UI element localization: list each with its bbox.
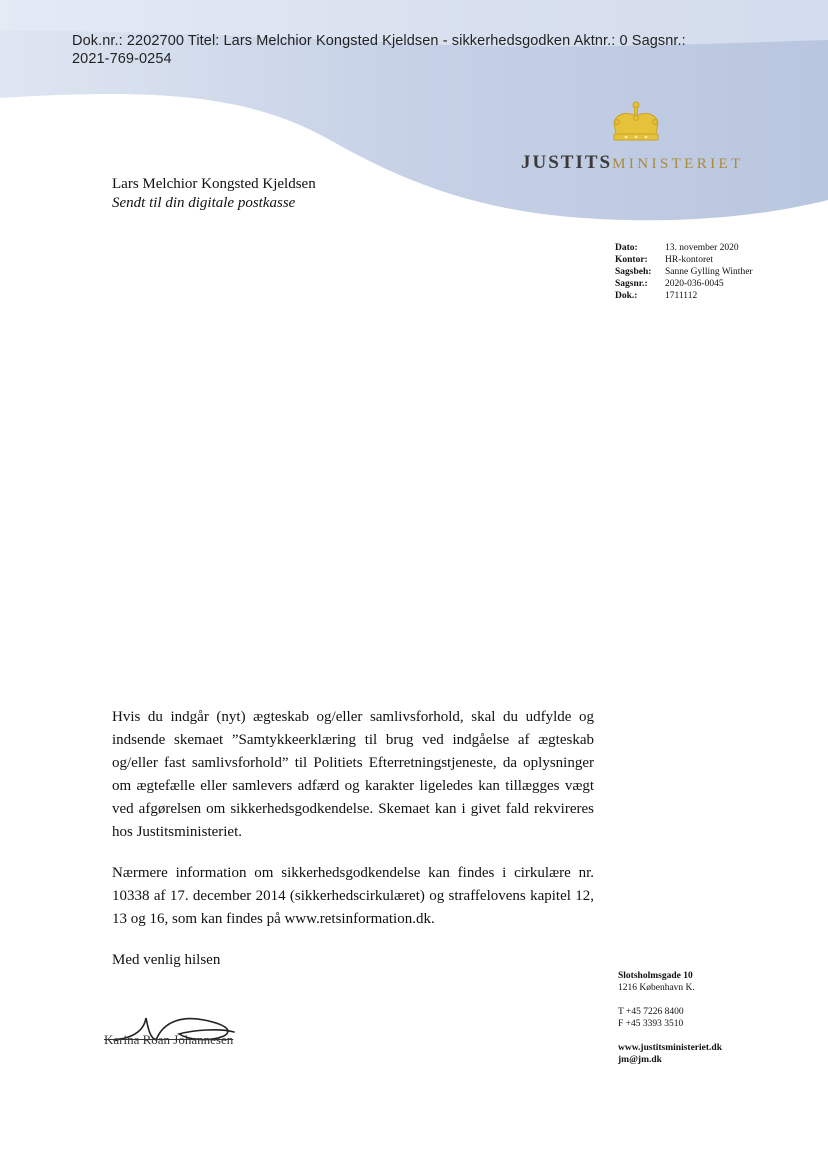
- signatory-name: Karina Roan Johannesen: [104, 1032, 234, 1047]
- meta-row: [615, 266, 753, 278]
- meta-key: Sagsnr.:: [615, 279, 648, 289]
- meta-row: [615, 242, 753, 254]
- address-fax: F +45 3393 3510: [618, 1019, 684, 1029]
- meta-key: Dok.:: [615, 291, 638, 301]
- sender-address: [618, 970, 722, 1066]
- crown-icon: [608, 100, 664, 148]
- meta-key: Dato:: [615, 243, 638, 253]
- stamp-line-2: 2021-769-0254: [72, 51, 172, 67]
- meta-row: [615, 254, 753, 266]
- ministry-logo: [521, 152, 744, 174]
- address-email: jm@jm.dk: [618, 1055, 662, 1065]
- meta-value: HR-kontoret: [665, 255, 714, 265]
- address-street: Slotsholmsgade 10: [618, 971, 693, 981]
- meta-value: Sanne Gylling Winther: [665, 267, 753, 277]
- recipient-delivery-note: Sendt til din digitale postkasse: [112, 195, 296, 211]
- case-metadata: [615, 242, 753, 302]
- meta-row: [615, 290, 753, 302]
- address-phone: T +45 7226 8400: [618, 1007, 684, 1017]
- body-paragraph-2: Nærmere information om sikkerhedsgodkendelse kan findes i cirkulære nr. 10338 af 17. december 2014 (sikkerhedscirkulæret) og straffelovens kapitel 12, 13 og 16, som kan findes på www.retsinformation.dk.: [112, 865, 594, 927]
- address-website: www.justitsministeriet.dk: [618, 1043, 722, 1053]
- archive-stamp: [72, 32, 772, 68]
- logo-word-ministeriet: MINISTERIET: [612, 156, 744, 172]
- closing-greeting: Med venlig hilsen: [112, 952, 221, 968]
- meta-key: Sagsbeh:: [615, 267, 652, 277]
- meta-value: 1711112: [665, 291, 698, 301]
- meta-value: 2020-036-0045: [665, 279, 724, 289]
- meta-value: 13. november 2020: [665, 243, 739, 253]
- stamp-line-1: Dok.nr.: 2202700 Titel: Lars Melchior Kongsted Kjeldsen - sikkerhedsgodken Aktnr.: 0 Sagsnr.:: [72, 33, 686, 49]
- meta-row: [615, 278, 753, 290]
- logo-word-justits: JUSTITS: [521, 152, 613, 173]
- recipient-name: Lars Melchior Kongsted Kjeldsen: [112, 176, 316, 192]
- address-city: 1216 København K.: [618, 983, 695, 993]
- letter-body: [112, 706, 594, 990]
- meta-key: Kontor:: [615, 255, 648, 265]
- recipient-block: [112, 175, 316, 213]
- body-paragraph-1: Hvis du indgår (nyt) ægteskab og/eller samlivsforhold, skal du udfylde og indsende skemaet ”Samtykkeerklæring til brug ved indgåelse af ægteskab og/eller fast samlivsforhold” til Politiets Efterretningstjeneste, da oplysninger om ægtefælle eller samlevers adfærd og karakter ligeledes kan tillægges vægt ved afgørelsen om sikkerhedsgodkendelse. Skemaet kan i givet fald rekvireres hos Justitsministeriet.: [112, 709, 594, 840]
